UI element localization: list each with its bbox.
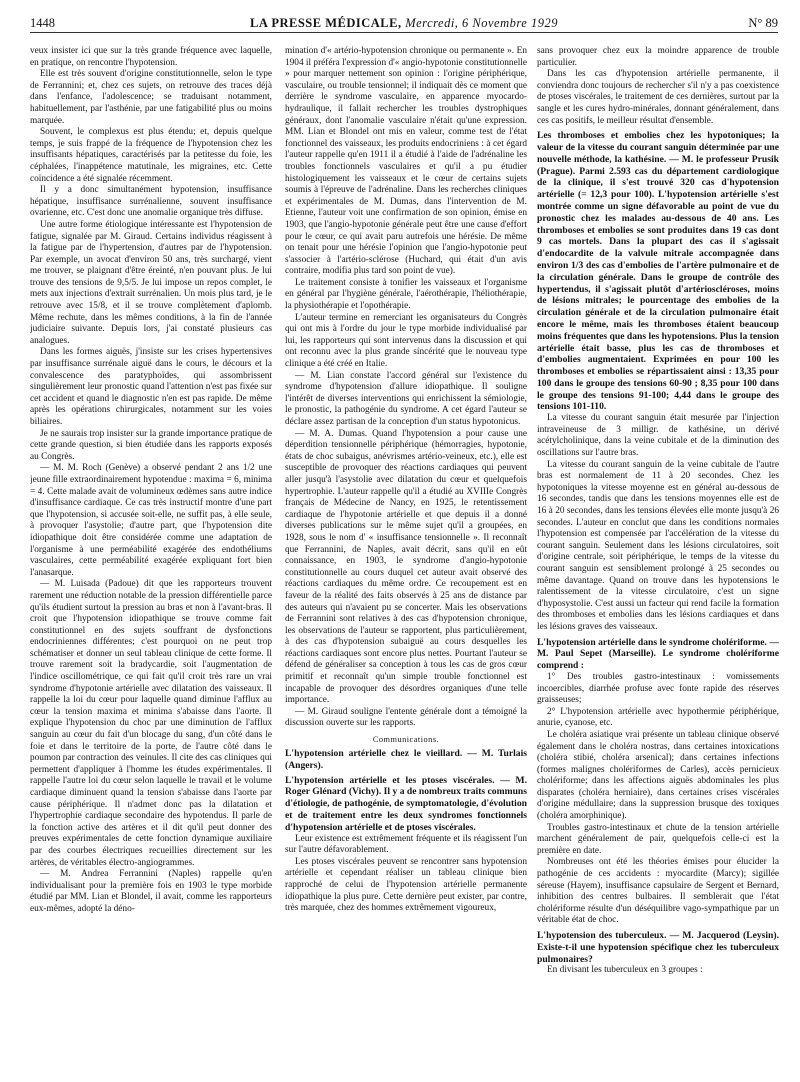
paragraph: Nombreuses ont été les théories émises pour élucider la pathogénie de ces accidents : myocardite (Marcy); sigillée séreuse (Hayem), insuffisance capsulaire de Sergent et Bernard, inhibition des centres bulbaires. Il semblerait que l'état cholériforme résulte d'un déséquilibre vago-sympathique par un véritable état de choc. bbox=[537, 857, 779, 926]
paragraph: Le traitement consiste à tonifier les vaisseaux et l'organisme en général par l'hygiène générale, l'aérothérapie, l'héliothérapie, la physiothérapie et l'opothérapie. bbox=[285, 277, 527, 312]
paragraph: En divisant les tuberculeux en 3 groupes : bbox=[547, 965, 703, 976]
paragraph: Troubles gastro-intestinaux et chute de la tension artérielle marchent généralement de pair, quelquefois celle-ci est la première en date. bbox=[537, 822, 779, 856]
paragraph: La vitesse du courant sanguin de la veine cubitale de l'autre bras est normalement de 11 à 20 secondes. Chez les hypotoniques la vitesse moyenne est en général au-dessous de 16 secondes, tandis que dans les tensions moyennes elle est de 16 à 20 secondes, dans les tensions élevées elle monte jusqu'à 26 secondes. L'auteur en conclut que dans les conditions normales l'hypotension est compensée par l'accélération de la vitesse du courant sanguin. Seulement dans les lésions circulatoires, soit d'origine centrale, soit périphérique, le temps de la vitesse du courant sanguin est sensiblement prolongé à 25 secondes ou même davantage. Quand on trouve dans les hypotensions le ralentissement de la vitesse circulatoire, c'est un signe d'hyposystolie. C'est aussi un facteur qui rend facile la formation des thromboses et embolies dans les lésions cardiaques et dans les lésions graves des vaisseaux. bbox=[537, 459, 779, 632]
section-heading-paragraph: L'hypotension artérielle et les ptoses viscérales. — M. Roger Glénard (Vichy). Il y a de nombreux traits communs d'étiologie, de pathogénie, de symptomatologie, d'évolution et de traitement entre les deux syndromes fonctionnels d'hypotension artérielle et de ptoses viscérales. bbox=[285, 774, 527, 833]
paragraph: — M. A. Dumas. Quand l'hypotension a pour cause une déperdition tensionnelle périphérique (hémorragies, hypotonie, états de choc subaigus, anévrismes artério-veineux, etc.), elle est susceptible de provoquer des réactions cardiaques qui peuvent aller jusqu'à l'asystolie avec dilatation du cœur et quelquefois hypertrophie. L'auteur rappelle qu'il a étudié au XVIIIe Congrès français de Médecine de Nancy, en 1925, le retentissement cardiaque de l'hypotonie artérielle et que depuis il a donné diverses publications sur le même sujet qu'il a groupées, en 1928, sous le nom d' « insuffisance tensionnelle ». Il reconnaît que Ferrannini, de Naples, avait décrit, sans qu'il en eût connaissance, en 1903, le syndrome d'angio-hypotonie constitutionnelle au cours duquel cet auteur avait observé des réactions cardiaques du même ordre. Ce recoupement est en faveur de la réalité des faits observés à 25 ans de distance par des auteurs qui n'avaient pu se concerter. Mais les observations de Ferrannini sont relatives à des cas d'hypotension chronique, les observations de l'auteur se rapportent, plus particulièrement, à des cas d'hypotension subaiguë au cours desquelles les réactions cardiaques sont encore plus nettes. Pourtant l'auteur se défend de généraliser sa conception à tous les cas de gros cœur primitif et reconnaît qu'un simple trouble fonctionnel est incapable de provoquer des désordres organiques d'une telle importance. bbox=[285, 428, 527, 706]
paragraph: Dans les cas d'hypotension artérielle permanente, il conviendra donc toujours de rechercher s'il n'y a pas coexistence de ptoses viscérales, le traitement de ces dernières, surtout par la sangle et les cures hydro-minérales, donnant généralement, dans ces cas positifs, le meilleur résultat d'ensemble. bbox=[537, 69, 779, 126]
paragraph: L'auteur termine en remerciant les organisateurs du Congrès qui ont mis à l'ordre du jour le type morbide individualisé par lui, les rapporteurs qui sont intervenus dans la discussion et qui ont reconnu avec la plus grande sincérité que le nouveau type clinique a été créé en Italie. bbox=[285, 312, 527, 370]
issue-date: Mercredi, 6 Novembre 1929 bbox=[405, 16, 558, 30]
issue-number: N° 89 bbox=[748, 16, 778, 30]
paragraph: Le choléra asiatique vrai présente un tableau clinique observé également dans le choléra nostras, dans certaines intoxications (choléra stibié, choléra arsenical); dans certaines infections (formes malignes cholériformes de Carles), accès pernicieux cholériforme; dans les affections aiguës abdominales les plus disparates (choléra herniaire), dans certaines crises viscérales d'origine médullaire; dans la suppression brusque des toxiques (choléra amorphinique). bbox=[537, 729, 779, 822]
column-right bbox=[537, 46, 779, 1076]
paragraph: 1° Des troubles gastro-intestinaux : vomissements incoercibles, diarrhée profuse avec fonte rapide des réserves graisseuses; bbox=[537, 671, 779, 706]
paragraph: mination d'« artério-hypotension chronique ou permanente ». En 1904 il préféra l'expression d'« angio-hypotonie constitutionnelle » pour marquer nettement son opinion : l'origine périphérique, vasculaire, ou trouble tensionnel; il indiquait dès ce moment que derrière le syndrome vasculaire, en apparence myocardo-hydraulique, il fallait rechercher les troubles dystrophiques généraux, dont l'anomalie vasculaire n'était qu'une expression. MM. Lian et Blondel ont mis en valeur, comme test de l'état fonctionnel des vaisseaux, les produits endocriniens : à cet égard l'auteur rappelle qu'en 1911 il a étudié à l'aide de l'adrénaline les troubles fonctionnels vasculaires et qu'il a pu étudier histologiquement les vaisseaux et le cœur de certains sujets soumis à l'épreuve de l'adrénaline. Dans les recherches cliniques et expérimentales de M. Dumas, dans l'intervention de M. Etienne, l'auteur voit une confirmation de son opinion, émise en 1903, que l'angio-hypotonie générale peut être une cause d'effort pour le cœur, ce qui avait paru autrefois une hérésie. De même on tenait pour une hérésie l'opinion que l'angio-hypotonie peut s'associer à l'artério-sclérose (Huchard, qui était d'un avis contraire, modifia plus tard son point de vue). bbox=[285, 46, 527, 277]
paragraph: La vitesse du courant sanguin était mesurée par l'injection intraveineuse de 3 milligr. de kathésine, un dérivé acétylcholinique, dans la veine cubitale et de la diminution des oscillations sur l'autre bras. bbox=[537, 413, 779, 459]
section-heading-paragraph: Les thromboses et embolies chez les hypotoniques; la valeur de la vitesse du courant sanguin déterminée par une nouvelle méthode, la kathésine. — M. le professeur Prusik (Prague). Parmi 2.593 cas du département cardiologique de la clinique, il s'est trouvé 320 cas d'hypotension artérielle (= 12,3 pour 100). L'hypotension artérielle s'est montrée comme un signe défavorable au point de vue du pronostic chez les malades au-dessous de 40 ans. Les thromboses et embolies se sont produites dans 19 cas dont 9 cas mortels. Dans la plupart des cas il s'agissait d'endocardite de la valvule mitrale accompagnée dans environ 1/3 des cas d'embolies de l'artère pulmonaire et de la circulation générale. Dans le groupe de contrôle des hypertendus, il s'agissait plutôt d'artérioscléroses, moins de lésions mitrales; le pourcentage des embolies de la circulation générale et de la circulation pulmonaire était encore le même, mais les thromboses étaient beaucoup moins fréquentes que dans les hypotensions. Plus la tension artérielle était basse, plus les cas de thromboses et d'embolies augmentaient. Exprimées en pour 100 les thromboses et embolies se répartissaient ainsi : 13,35 pour 100 dans le groupe des tensions 60-90 ; 8,35 pour 100 dans le groupe des tensions 91-100; 4,44 dans le groupe des tensions 101-110. bbox=[537, 130, 779, 413]
paragraph: Souvent, le complexus est plus étendu; et, depuis quelque temps, je suis frappé de la fréquence de l'hypotension chez les insuffisants hépatiques, caractérisés par la petitesse du foie, les céphalées, l'inappétence matutinale, les migraines, etc. Cette coïncidence a été signalée récemment. bbox=[30, 127, 272, 184]
page-header bbox=[30, 14, 778, 33]
section-heading-paragraph: L'hypotension artérielle dans le syndrome cholériforme. — M. Paul Sepet (Marseille). Le syndrome cholériforme comprend : bbox=[537, 636, 779, 672]
paragraph: Je ne saurais trop insister sur la grande importance pratique de cette grande question, si bien étudiée dans les rapports exposés au Congrès. bbox=[30, 428, 272, 462]
paragraph: veux insister ici que sur la très grande fréquence avec laquelle, en pratique, on rencontre l'hypotension. bbox=[30, 46, 272, 68]
journal-name: LA PRESSE MÉDICALE, bbox=[250, 16, 402, 30]
paragraph: Une autre forme étiologique intéressante est l'hypotension de fatigue, signalée par M. Giraud. Certains individus réagissent à la fatigue par de l'hypertension, d'autres par de l'hypotension. Par exemple, un avocat d'environ 50 ans, très surchargé, vient me trouver, se plaignant d'être éreinté, n'en pouvant plus. Je lui trouve des tensions de 9,5/5. Je lui impose un repos complet, le mets aux injections d'extrait surrénalien. Un mois plus tard, je le retrouve avec 15/8, et il se trouve complètement d'aplomb. Même rechute, dans les mêmes conditions, à la fin de l'année judiciaire suivante. Depuis lors, j'ai constaté plusieurs cas analogues. bbox=[30, 219, 272, 346]
paragraph: — M. Andrea Ferrannini (Naples) rappelle qu'en individualisant pour la première fois en 1903 le type morbide étudié par MM. Lian et Blondel, il avait, comme les rapporteurs eux-mêmes, adopté la déno- bbox=[30, 869, 272, 914]
paragraph: — M. Giraud souligne l'entente générale dont a témoigné la discussion ouverte sur les rapports. bbox=[285, 706, 527, 729]
column-middle bbox=[285, 46, 527, 1076]
paragraph: — M. M. Roch (Genève) a observé pendant 2 ans 1/2 une jeune fille extraordinairement hypotendue : maxima = 6, minima = 4. Cette malade avait de volumineux œdèmes sans autre indice d'insuffisance cardiaque. Ce cas très instructif montre d'une part que l'hypotension, si accusée soit-elle, ne suffit pas, à elle seule, à provoquer l'asystolie; d'autre part, que l'hypotension dite idiopathique doit être considérée comme une adaptation de l'organisme à une perméabilité exagérée des endothéliums vasculaires, cette perméabilité exagérée expliquant fort bien l'anasarque. bbox=[30, 463, 272, 578]
paragraph: Elle est très souvent d'origine constitutionnelle, selon le type de Ferrannini; et, chez ces sujets, on retrouve des traces déjà dans l'enfance, l'adolescence; se traduisant notamment, habituellement, par l'asthénie, par une fatigabilité plus ou moins marquée. bbox=[30, 69, 272, 126]
column-left bbox=[30, 46, 272, 1076]
page-number: 1448 bbox=[30, 16, 55, 30]
paragraph: — M. Luisada (Padoue) dit que les rapporteurs trouvent rarement une réduction notable de la pression différentielle parce qu'ils étudient surtout la pression au bras et non à l'avant-bras. Il croit que l'hypotension idiopathique se trouve comme fait constitutionnel en des sujets souffrant de dysfonctions endocriniennes différentes; c'est pourquoi on ne peut trop schématiser et donner un seul tableau clinique de cette forme. Il trouve rarement soit la bradycardie, soit l'augmentation de l'indice oscillométrique, ce qui fait qu'il croit très rare un vrai syndrome d'hypotonie artérielle avec dilatation des vaisseaux. Il rappelle la loi du cœur pour laquelle quand diminue l'afflux au cœur la tension maxima et minima s'abaisse dans l'aorte. Il explique l'hypotension du choc par une diminution de l'afflux sanguin au cœur du fait d'un blocage du sang, d'un côté dans le foie et dans le territoire de la porte, de l'autre côté dans le poumon par contraction des veinules. Il cite des cas cliniques qui permettent d'appliquer à l'homme les études expérimentales. Il rappelle l'autre loi du cœur selon laquelle le travail et le volume cardiaque diminuent quand la tension s'abaisse dans l'aorte par cause périphérique. Il n'admet donc pas la dilatation et l'hypertrophie cardiaque secondaire des hypotendus. Il parle de la fonction active des artères et il dit qu'il peut donner des preuves expérimentales de cette fonction dynamique auxiliaire par des courbes électriques recueillies directement sur les artères, de véritables électro-angiogrammes. bbox=[30, 579, 272, 868]
paragraph: Les ptoses viscérales peuvent se rencontrer sans hypotension artérielle et cependant réaliser un tableau clinique bien rapproché de celui de l'hypotension artérielle permanente idiopathique la plus pure. Cette dernière peut exister, par contre, très marquée, chez des hommes extrêmement vigoureux, bbox=[285, 856, 527, 914]
paragraph: Leur existence est extrêmement fréquente et ils réagissent l'un sur l'autre défavorablement. bbox=[285, 833, 527, 856]
paragraph: Il y a donc simultanément hypotension, insuffisance hépatique, insuffisance surrénalienne, souvent insuffisance ovarienne, etc. C'est donc une anomalie organique très diffuse. bbox=[30, 185, 272, 219]
paragraph: 2° L'hypotension artérielle avec hypothermie périphérique, anurie, cyanose, etc. bbox=[537, 706, 779, 729]
running-title bbox=[30, 14, 778, 32]
section-heading-paragraph: L'hypotension des tuberculeux. — M. Jacquerod (Leysin). Existe-t-il une hypotension spécifique chez les tuberculeux pulmonaires? bbox=[537, 930, 779, 965]
paragraph: — M. Lian constate l'accord général sur l'existence du syndrome d'hypotension d'allure idiopathique. Il souligne l'intérêt de diverses interventions qui enrichissent la sémiologie, le pronostic, la pathogénie du syndrome. A cet égard l'auteur se déclare assez partisan de la conception d'un status hypotonicus. bbox=[285, 370, 527, 427]
section-heading-paragraph: L'hypotension artérielle chez le vieillard. — M. Turlais (Angers). bbox=[285, 748, 527, 771]
paragraph: Dans les formes aiguës, j'insiste sur les crises hypertensives par insuffisance surrénale aiguë dans le cours, le décours et la convalescence des paratyphoïdes, qui assombrissent singulièrement leur pronostic quand l'attention n'est pas fixée sur cet accident et quand le diagnostic n'en est pas rapide. De même après les opérations chirurgicales, notamment sur les voies biliaires. bbox=[30, 347, 272, 427]
paragraph: sans provoquer chez eux la moindre apparence de trouble particulier. bbox=[537, 46, 779, 68]
section-title: Communications. bbox=[372, 735, 440, 745]
